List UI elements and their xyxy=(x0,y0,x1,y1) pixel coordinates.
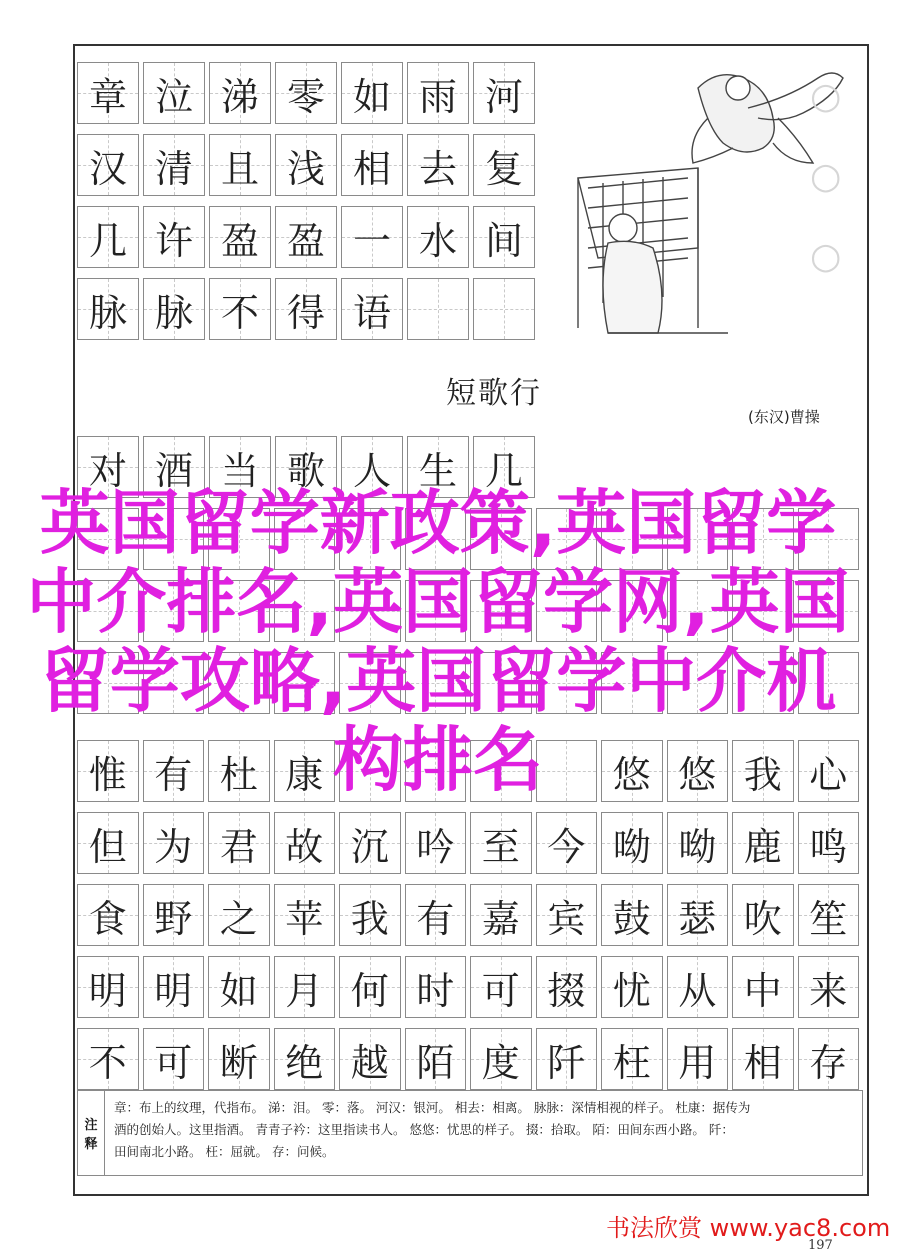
grid-cell: 吹 xyxy=(732,884,794,946)
grid-cell: 绝 xyxy=(274,1028,336,1090)
grid-cell: 章 xyxy=(77,62,139,124)
notes-text xyxy=(114,1097,858,1163)
grid-cell xyxy=(407,278,469,340)
grid-cell: 不 xyxy=(77,1028,139,1090)
grid-cell: 有 xyxy=(143,740,205,802)
notes-label-top: 注 xyxy=(84,1118,98,1133)
notes-line: 章：布上的纹理，代指布。 涕：泪。 零：落。 河汉：银河。 相去：相离。 脉脉：深情相视的样子。 杜康：据传为 xyxy=(114,1100,751,1115)
grid-cell: 如 xyxy=(208,956,270,1018)
grid-cell: 苹 xyxy=(274,884,336,946)
grid-cell: 明 xyxy=(143,956,205,1018)
grid-cell: 脉 xyxy=(77,278,139,340)
grid-cell: 今 xyxy=(536,812,598,874)
grid-cell: 从 xyxy=(667,956,729,1018)
grid-cell: 嘉 xyxy=(470,884,532,946)
grid-row xyxy=(77,134,539,196)
notes-box xyxy=(77,1090,863,1176)
grid-row xyxy=(77,62,539,124)
grid-cell: 度 xyxy=(470,1028,532,1090)
grid-cell: 呦 xyxy=(601,812,663,874)
grid-cell: 之 xyxy=(208,884,270,946)
grid-cell: 何 xyxy=(339,956,401,1018)
grid-cell: 鼓 xyxy=(601,884,663,946)
grid-cell: 泣 xyxy=(143,62,205,124)
grid-cell: 汉 xyxy=(77,134,139,196)
grid-cell: 掇 xyxy=(536,956,598,1018)
grid-cell: 食 xyxy=(77,884,139,946)
grid-row xyxy=(77,206,539,268)
grid-cell: 康 xyxy=(274,740,336,802)
notes-line: 田间南北小路。 枉：屈就。 存：问候。 xyxy=(114,1144,335,1159)
grid-cell: 存 xyxy=(798,1028,860,1090)
grid-cell: 明 xyxy=(77,956,139,1018)
grid-cell: 用 xyxy=(667,1028,729,1090)
grid-cell: 吟 xyxy=(405,812,467,874)
svg-text:○: ○ xyxy=(810,236,842,277)
grid-cell: 我 xyxy=(339,884,401,946)
grid-cell: 间 xyxy=(473,206,535,268)
grid-cell: 可 xyxy=(143,1028,205,1090)
grid-cell: 枉 xyxy=(601,1028,663,1090)
grid-cell: 人 xyxy=(341,436,403,498)
grid-cell: 当 xyxy=(209,436,271,498)
grid-cell: 宾 xyxy=(536,884,598,946)
grid-cell: 忧 xyxy=(601,956,663,1018)
notes-line: 酒的创始人。这里指酒。 青青子衿：这里指读书人。 悠悠：忧思的样子。 掇：拾取。 陌：田间东西小路。 阡： xyxy=(114,1122,734,1137)
grid-cell: 去 xyxy=(407,134,469,196)
grid-cell: 断 xyxy=(208,1028,270,1090)
overlay-headline: 英国留学新政策,英国留学中介排名,英国留学网,英国留学攻略,英国留学中介机构排名 xyxy=(26,482,850,801)
grid-cell: 越 xyxy=(339,1028,401,1090)
grid-cell: 得 xyxy=(275,278,337,340)
grid-row xyxy=(77,884,863,946)
grid-cell: 相 xyxy=(732,1028,794,1090)
grid-row xyxy=(77,956,863,1018)
grid-cell: 故 xyxy=(274,812,336,874)
grid-cell: 语 xyxy=(341,278,403,340)
grid-cell: 盈 xyxy=(209,206,271,268)
grid-cell: 如 xyxy=(341,62,403,124)
grid-row xyxy=(77,1028,863,1090)
site-watermark: 书法欣赏 www.yac8.com xyxy=(606,1214,891,1242)
svg-text:○: ○ xyxy=(810,156,842,197)
grid-cell: 酒 xyxy=(143,436,205,498)
grid-cell: 复 xyxy=(473,134,535,196)
grid-cell: 但 xyxy=(77,812,139,874)
grid-cell: 月 xyxy=(274,956,336,1018)
grid-cell: 涕 xyxy=(209,62,271,124)
grid-cell: 惟 xyxy=(77,740,139,802)
grid-cell: 杜 xyxy=(208,740,270,802)
weaver-illustration xyxy=(548,48,860,348)
page-number: 197 xyxy=(808,1238,833,1253)
grid-cell: 为 xyxy=(143,812,205,874)
grid-cell: 中 xyxy=(732,956,794,1018)
grid-cell: 陌 xyxy=(405,1028,467,1090)
grid-cell: 野 xyxy=(143,884,205,946)
grid-cell: 几 xyxy=(473,436,535,498)
grid-cell: 不 xyxy=(209,278,271,340)
grid-cell: 水 xyxy=(407,206,469,268)
grid-cell: 且 xyxy=(209,134,271,196)
grid-cell: 脉 xyxy=(143,278,205,340)
notes-label-bottom: 释 xyxy=(84,1137,98,1152)
grid-cell: 悠 xyxy=(667,740,729,802)
grid-cell: 河 xyxy=(473,62,535,124)
grid-cell: 有 xyxy=(405,884,467,946)
grid-cell: 至 xyxy=(470,812,532,874)
grid-cell xyxy=(473,278,535,340)
notes-label xyxy=(78,1091,105,1175)
grid-cell: 零 xyxy=(275,62,337,124)
poem-title: 短歌行 xyxy=(446,376,542,411)
grid-cell: 来 xyxy=(798,956,860,1018)
grid-cell: 沉 xyxy=(339,812,401,874)
grid-row xyxy=(77,278,539,340)
grid-cell: 心 xyxy=(798,740,860,802)
grid-cell: 一 xyxy=(341,206,403,268)
grid-cell: 呦 xyxy=(667,812,729,874)
grid-cell: 浅 xyxy=(275,134,337,196)
grid-cell: 雨 xyxy=(407,62,469,124)
grid-cell: 笙 xyxy=(798,884,860,946)
grid-cell: 悠 xyxy=(601,740,663,802)
grid-cell: 鸣 xyxy=(798,812,860,874)
grid-cell: 对 xyxy=(77,436,139,498)
svg-text:○: ○ xyxy=(810,76,842,117)
grid-cell: 我 xyxy=(732,740,794,802)
grid-cell: 歌 xyxy=(275,436,337,498)
poem-author: (东汉)曹操 xyxy=(748,408,820,426)
grid-cell: 几 xyxy=(77,206,139,268)
grid-cell: 鹿 xyxy=(732,812,794,874)
grid-cell: 生 xyxy=(407,436,469,498)
grid-cell: 盈 xyxy=(275,206,337,268)
grid-cell: 相 xyxy=(341,134,403,196)
grid-cell: 阡 xyxy=(536,1028,598,1090)
grid-cell: 君 xyxy=(208,812,270,874)
grid-cell: 许 xyxy=(143,206,205,268)
grid-row xyxy=(77,812,863,874)
grid-cell: 清 xyxy=(143,134,205,196)
grid-cell: 时 xyxy=(405,956,467,1018)
grid-cell: 可 xyxy=(470,956,532,1018)
grid-cell: 瑟 xyxy=(667,884,729,946)
